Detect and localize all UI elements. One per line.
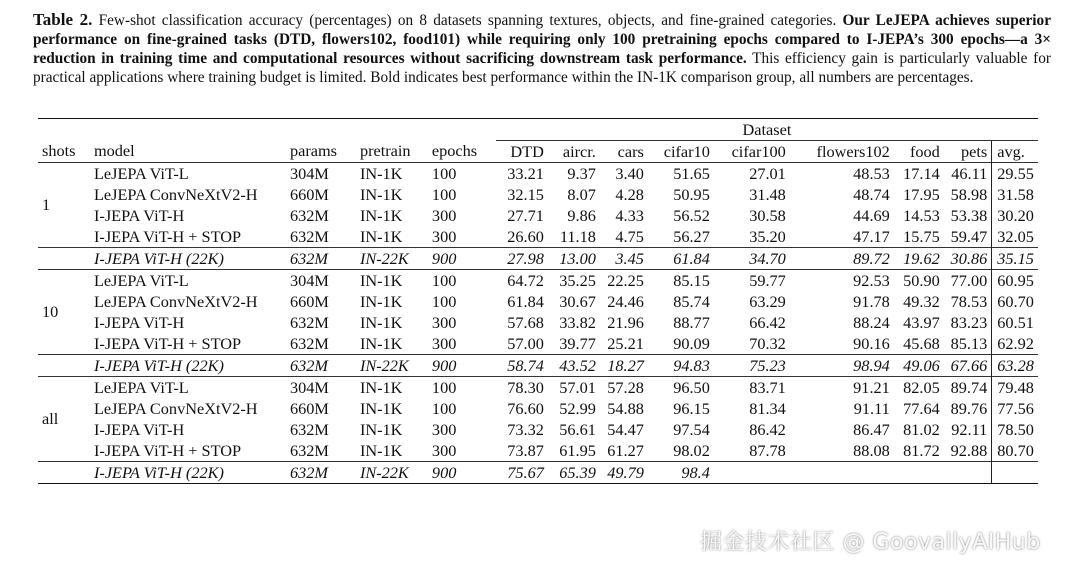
model-cell: I-JEPA ViT-H (22K) (90, 462, 286, 484)
pretrain-cell: IN-1K (356, 270, 428, 292)
value-cell: 83.71 (714, 377, 790, 399)
table-row (38, 333, 1038, 355)
value-cell: 43.97 (903, 312, 940, 332)
value-cell: 57.01 (548, 377, 600, 399)
value-cell: 91.78 (853, 291, 890, 311)
avg-cell: 77.56 (992, 398, 1038, 419)
avg-cell: 32.05 (992, 226, 1038, 248)
avg-cell: 62.92 (992, 333, 1038, 355)
value-cell: 26.60 (507, 226, 544, 246)
pretrain-cell: IN-1K (356, 163, 428, 185)
value-cell: 39.77 (559, 333, 596, 353)
value-cell: 77.64 (903, 398, 940, 418)
model-cell: I-JEPA ViT-H + STOP (93, 226, 242, 246)
epochs-cell: 100 (431, 184, 457, 204)
model-cell: LeJEPA ConvNeXtV2-H (93, 398, 258, 418)
value-cell: 87.78 (749, 440, 786, 460)
value-cell: 17.95 (903, 184, 940, 204)
value-cell: 21.96 (607, 312, 644, 332)
value-cell: 61.84 (507, 291, 544, 311)
value-cell: 34.70 (714, 248, 790, 270)
value-cell: 53.38 (950, 205, 988, 225)
table-row (38, 226, 1038, 248)
value-cell: 56.27 (673, 226, 710, 246)
value-cell: 48.53 (790, 163, 894, 185)
params-cell: 304M (286, 163, 356, 185)
value-cell: 33.82 (559, 312, 596, 332)
table-row (38, 270, 1038, 292)
pretrain-cell: IN-1K (359, 184, 403, 204)
value-cell: 85.13 (950, 333, 988, 353)
value-cell: 24.46 (607, 291, 644, 311)
value-cell: 30.86 (944, 248, 992, 270)
avg-cell: 60.51 (992, 312, 1038, 333)
value-cell: 35.20 (749, 226, 786, 246)
value-cell: 49.79 (600, 462, 648, 484)
epochs-cell: 300 (431, 419, 457, 439)
avg-cell: 60.95 (992, 270, 1038, 292)
column-header: model (93, 141, 135, 161)
value-cell (944, 462, 992, 484)
avg-cell: 79.48 (992, 377, 1038, 399)
value-cell: 31.48 (749, 184, 786, 204)
value-cell: 78.30 (496, 377, 548, 399)
epochs-cell: 300 (431, 312, 457, 332)
header-spacer (38, 119, 496, 141)
value-cell: 66.42 (749, 312, 786, 332)
value-cell: 56.61 (559, 419, 596, 439)
dataset-group-header: Dataset (496, 119, 1038, 141)
dataset-header-row (38, 119, 1038, 141)
pretrain-cell: IN-1K (359, 398, 403, 418)
value-cell: 86.42 (749, 419, 786, 439)
epochs-cell: 100 (428, 163, 496, 185)
value-cell: 98.94 (790, 355, 894, 377)
params-cell: 632M (289, 419, 329, 439)
column-header-row (38, 141, 1038, 163)
value-cell: 30.67 (559, 291, 596, 311)
table-row (38, 312, 1038, 333)
model-cell: I-JEPA ViT-H + STOP (93, 440, 242, 460)
value-cell: 57.00 (507, 333, 544, 353)
value-cell: 54.47 (607, 419, 644, 439)
model-cell: I-JEPA ViT-H (22K) (90, 355, 286, 377)
column-header: pretrain (359, 141, 411, 161)
model-cell: LeJEPA ConvNeXtV2-H (93, 291, 258, 311)
pretrain-cell: IN-1K (359, 440, 403, 460)
epochs-cell: 100 (428, 270, 496, 292)
value-cell: 50.95 (673, 184, 710, 204)
caption-text: Few-shot classification accuracy (percentages) on 8 datasets spanning textures, objects, and fine-grained categories. (92, 12, 843, 29)
params-cell: 632M (286, 462, 356, 484)
epochs-cell: 300 (431, 205, 457, 225)
value-cell: 96.50 (648, 377, 714, 399)
value-cell: 9.86 (567, 205, 596, 225)
epochs-cell: 300 (431, 226, 457, 246)
column-header: epochs (431, 141, 478, 161)
value-cell: 11.18 (559, 226, 596, 246)
shots-cell: 10 (38, 270, 90, 355)
table-row (38, 440, 1038, 462)
params-cell: 660M (289, 291, 329, 311)
value-cell: 65.39 (548, 462, 600, 484)
value-cell (790, 462, 894, 484)
model-cell: LeJEPA ViT-L (90, 270, 286, 292)
value-cell: 86.47 (853, 419, 890, 439)
reference-row (38, 462, 1038, 484)
value-cell: 98.4 (648, 462, 714, 484)
column-header: aircr. (562, 141, 596, 161)
value-cell: 85.74 (673, 291, 710, 311)
table-row (38, 184, 1038, 205)
value-cell: 52.99 (559, 398, 596, 418)
value-cell: 9.37 (548, 163, 600, 185)
table-caption (33, 10, 1051, 87)
value-cell: 85.15 (648, 270, 714, 292)
value-cell: 48.74 (853, 184, 890, 204)
table-row (38, 205, 1038, 226)
column-header: DTD (510, 141, 544, 161)
params-cell: 660M (289, 184, 329, 204)
value-cell: 81.72 (903, 440, 940, 460)
watermark-text: 掘金技术社区 @ GoovallyAIHub (700, 530, 1041, 555)
value-cell: 96.15 (673, 398, 710, 418)
value-cell: 98.02 (673, 440, 710, 460)
caption-label: Table 2. (33, 10, 93, 29)
results-table (38, 118, 1038, 484)
value-cell (894, 462, 944, 484)
avg-cell: 78.50 (992, 419, 1038, 440)
epochs-cell: 300 (431, 440, 457, 460)
params-cell: 632M (286, 248, 356, 270)
value-cell: 89.74 (944, 377, 992, 399)
params-cell: 632M (289, 440, 329, 460)
value-cell: 73.87 (507, 440, 544, 460)
table-row (38, 398, 1038, 419)
column-header: food (909, 141, 940, 161)
value-cell: 22.25 (600, 270, 648, 292)
value-cell: 63.29 (749, 291, 786, 311)
epochs-cell: 300 (431, 333, 457, 353)
value-cell: 88.08 (853, 440, 890, 460)
model-cell: I-JEPA ViT-H + STOP (93, 333, 242, 353)
reference-row (38, 355, 1038, 377)
epochs-cell: 900 (428, 248, 496, 270)
value-cell: 81.02 (903, 419, 940, 439)
value-cell: 67.66 (944, 355, 992, 377)
model-cell: I-JEPA ViT-H (93, 205, 185, 225)
value-cell: 92.53 (790, 270, 894, 292)
value-cell: 61.95 (559, 440, 596, 460)
pretrain-cell: IN-1K (356, 377, 428, 399)
value-cell: 92.88 (950, 440, 988, 460)
value-cell: 33.21 (496, 163, 548, 185)
epochs-cell: 100 (431, 291, 457, 311)
value-cell: 27.01 (714, 163, 790, 185)
value-cell: 4.33 (615, 205, 644, 225)
value-cell: 4.75 (615, 226, 644, 246)
table-row (38, 419, 1038, 440)
epochs-cell: 100 (431, 398, 457, 418)
reference-row (38, 248, 1038, 270)
shots-empty (38, 462, 90, 484)
value-cell: 13.00 (548, 248, 600, 270)
value-cell: 75.23 (714, 355, 790, 377)
table-row (38, 291, 1038, 312)
model-cell: I-JEPA ViT-H (93, 312, 185, 332)
value-cell: 27.98 (496, 248, 548, 270)
params-cell: 304M (286, 270, 356, 292)
epochs-cell: 100 (428, 377, 496, 399)
pretrain-cell: IN-1K (359, 333, 403, 353)
value-cell: 91.21 (790, 377, 894, 399)
value-cell: 46.11 (944, 163, 992, 185)
model-cell: LeJEPA ViT-L (90, 377, 286, 399)
value-cell: 8.07 (567, 184, 596, 204)
shots-empty (38, 248, 90, 270)
value-cell: 44.69 (853, 205, 890, 225)
value-cell: 50.90 (894, 270, 944, 292)
value-cell: 56.52 (673, 205, 710, 225)
params-cell: 632M (289, 312, 329, 332)
value-cell: 64.72 (496, 270, 548, 292)
value-cell: 35.25 (548, 270, 600, 292)
epochs-cell: 900 (428, 355, 496, 377)
value-cell: 89.72 (790, 248, 894, 270)
column-header: avg. (992, 141, 1038, 163)
caption-bold-text: Our LeJEPA achieves superior performance on fine-grained tasks (DTD, flowers102, food101) while requiring only 100 pretraining epochs compared to I-JEPA’s 300 epochs—a 3× reduction in training time and computational resources without sacrificing downstream task performance. (33, 12, 1051, 67)
value-cell: 81.34 (749, 398, 786, 418)
pretrain-cell: IN-22K (356, 248, 428, 270)
column-header: cifar10 (663, 141, 710, 161)
column-header: pets (961, 141, 988, 161)
avg-cell: 30.20 (992, 205, 1038, 226)
value-cell: 70.32 (749, 333, 786, 353)
pretrain-cell: IN-1K (359, 312, 403, 332)
value-cell: 27.71 (507, 205, 544, 225)
avg-cell: 63.28 (992, 355, 1038, 377)
value-cell: 4.28 (615, 184, 644, 204)
value-cell: 32.15 (507, 184, 544, 204)
value-cell: 49.06 (894, 355, 944, 377)
avg-cell: 31.58 (992, 184, 1038, 205)
value-cell: 17.14 (894, 163, 944, 185)
value-cell: 76.60 (507, 398, 544, 418)
value-cell: 78.53 (950, 291, 988, 311)
pretrain-cell: IN-22K (356, 462, 428, 484)
value-cell: 54.88 (607, 398, 644, 418)
value-cell: 57.28 (600, 377, 648, 399)
value-cell: 59.77 (714, 270, 790, 292)
value-cell: 25.21 (607, 333, 644, 353)
value-cell: 45.68 (903, 333, 940, 353)
value-cell: 92.11 (951, 419, 988, 439)
avg-cell: 60.70 (992, 291, 1038, 312)
table-row (38, 377, 1038, 399)
params-cell: 304M (286, 377, 356, 399)
value-cell: 88.77 (673, 312, 710, 332)
column-header: cars (617, 141, 644, 161)
avg-cell (992, 462, 1038, 484)
value-cell: 91.11 (853, 398, 890, 418)
value-cell: 3.45 (600, 248, 648, 270)
value-cell: 61.84 (648, 248, 714, 270)
value-cell: 75.67 (496, 462, 548, 484)
table-row (38, 163, 1038, 185)
avg-cell: 80.70 (992, 440, 1038, 462)
value-cell: 82.05 (894, 377, 944, 399)
caption-tail-text: This efficiency gain is particularly valuable for practical applications where training budget is limited. Bold indicates best performance within the IN-1K comparison group, all numbers are percentages. (33, 50, 1051, 86)
value-cell: 3.40 (600, 163, 648, 185)
pretrain-cell: IN-1K (359, 291, 403, 311)
value-cell: 94.83 (648, 355, 714, 377)
value-cell: 19.62 (894, 248, 944, 270)
params-cell: 632M (286, 355, 356, 377)
params-cell: 660M (289, 398, 329, 418)
epochs-cell: 900 (428, 462, 496, 484)
params-cell: 632M (289, 333, 329, 353)
value-cell: 18.27 (600, 355, 648, 377)
avg-cell: 35.15 (992, 248, 1038, 270)
shots-cell: all (38, 377, 90, 462)
value-cell: 90.09 (673, 333, 710, 353)
avg-cell: 29.55 (992, 163, 1038, 185)
shots-cell: 1 (38, 163, 90, 248)
value-cell (714, 462, 790, 484)
pretrain-cell: IN-1K (359, 226, 403, 246)
value-cell: 73.32 (507, 419, 544, 439)
value-cell: 58.74 (496, 355, 548, 377)
value-cell: 14.53 (903, 205, 940, 225)
column-header: shots (42, 141, 76, 161)
value-cell: 30.58 (749, 205, 786, 225)
value-cell: 89.76 (950, 398, 988, 418)
pretrain-cell: IN-1K (359, 205, 403, 225)
value-cell: 57.68 (507, 312, 544, 332)
value-cell: 51.65 (648, 163, 714, 185)
model-cell: I-JEPA ViT-H (22K) (90, 248, 286, 270)
value-cell: 15.75 (903, 226, 940, 246)
column-header: cifar100 (731, 141, 786, 161)
model-cell: LeJEPA ConvNeXtV2-H (93, 184, 258, 204)
value-cell: 43.52 (548, 355, 600, 377)
pretrain-cell: IN-22K (356, 355, 428, 377)
value-cell: 83.23 (950, 312, 988, 332)
params-cell: 632M (289, 205, 329, 225)
shots-empty (38, 355, 90, 377)
model-cell: LeJEPA ViT-L (90, 163, 286, 185)
value-cell: 97.54 (673, 419, 710, 439)
column-header: params (289, 141, 337, 161)
pretrain-cell: IN-1K (359, 419, 403, 439)
params-cell: 632M (289, 226, 329, 246)
value-cell: 49.32 (903, 291, 940, 311)
value-cell: 59.47 (950, 226, 988, 246)
value-cell: 88.24 (853, 312, 890, 332)
value-cell: 77.00 (944, 270, 992, 292)
model-cell: I-JEPA ViT-H (93, 419, 185, 439)
value-cell: 61.27 (607, 440, 644, 460)
column-header: flowers102 (816, 141, 890, 161)
value-cell: 90.16 (853, 333, 890, 353)
value-cell: 47.17 (853, 226, 890, 246)
value-cell: 58.98 (950, 184, 988, 204)
